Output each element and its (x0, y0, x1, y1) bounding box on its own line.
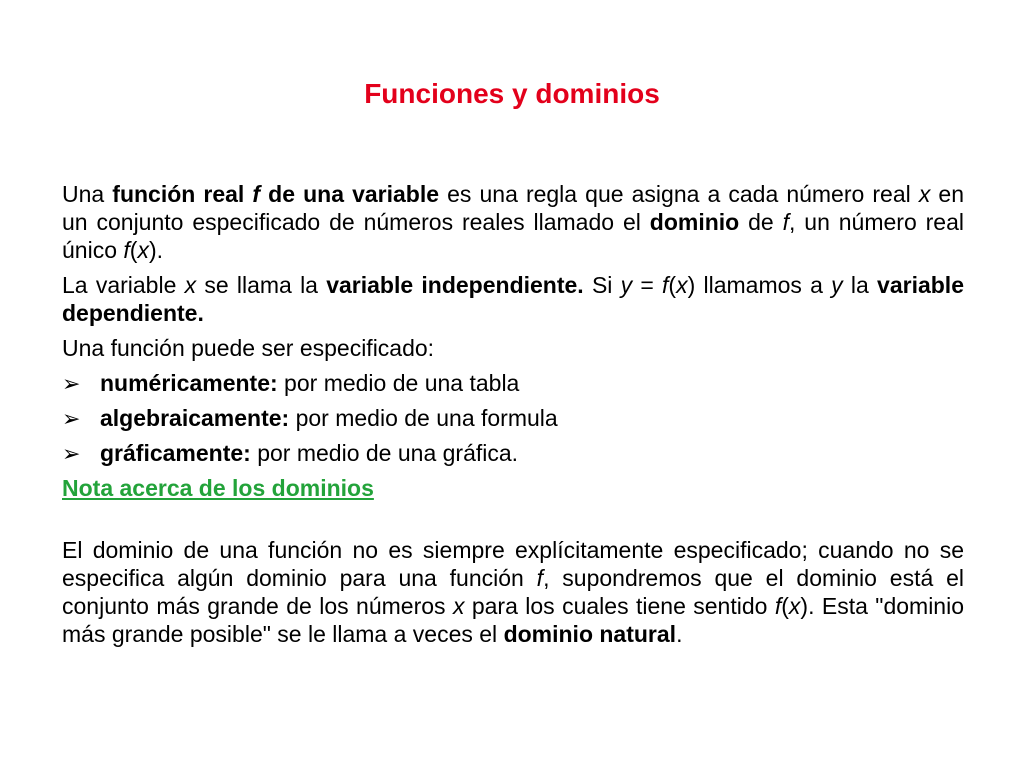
text: = (632, 272, 663, 298)
text: , supondremos que el dominio está el conjunto más grande de los números (62, 565, 964, 619)
text: El dominio de una función no es siempre explícitamente especificado; cuando no se especifica algún dominio para una función (62, 537, 964, 591)
arrow-bullet-icon: ➢ (62, 406, 81, 431)
text: La variable (62, 272, 185, 298)
term-dominio-natural: dominio natural (503, 621, 677, 647)
term-dominio: dominio (649, 209, 740, 235)
text: ) llamamos a (687, 272, 832, 298)
bullet-text: por medio de una gráfica. (250, 440, 519, 466)
text: ( (668, 272, 677, 298)
text: , un número real único (62, 209, 964, 263)
note-heading: Nota acerca de los dominios (62, 475, 374, 501)
var-y: y (831, 272, 843, 298)
slide-body (62, 180, 964, 655)
text: para los cuales tiene sentido (464, 593, 775, 619)
text: ). Esta "dominio más grande posible" se le llama a veces el (62, 593, 964, 647)
definition-paragraph (62, 180, 964, 264)
text: es una regla que asigna a cada número real (439, 181, 919, 207)
var-f: f (536, 565, 544, 591)
term-f: f (252, 181, 261, 207)
text: de (739, 209, 783, 235)
text: . (676, 621, 683, 647)
slide-title: Funciones y dominios (364, 78, 660, 109)
var-f: f (774, 593, 782, 619)
text: ( (781, 593, 789, 619)
term-variable-independiente: variable independiente. (326, 272, 584, 298)
variables-paragraph (62, 271, 964, 327)
bullet-term: gráficamente: (100, 440, 251, 466)
bullet-term: numéricamente: (100, 370, 278, 396)
term-variable-dependiente: variable dependiente. (62, 272, 964, 326)
arrow-bullet-icon: ➢ (62, 371, 81, 396)
var-x: x (184, 272, 197, 298)
text: ). (148, 237, 163, 263)
var-x: x (676, 272, 688, 298)
text: se llama la (196, 272, 327, 298)
specification-intro: Una función puede ser especificado: (62, 335, 435, 361)
term-one-variable: de una variable (260, 181, 440, 207)
var-x: x (452, 593, 465, 619)
text: Si (583, 272, 621, 298)
var-x: x (137, 237, 149, 263)
arrow-bullet-icon: ➢ (62, 441, 81, 466)
text: en un conjunto especificado de números reales llamado el (62, 181, 964, 235)
var-x: x (788, 593, 801, 619)
term-function-real: función real (112, 181, 253, 207)
bullet-term: algebraicamente: (100, 405, 290, 431)
bullet-text: por medio de una tabla (277, 370, 520, 396)
bullet-item (62, 369, 964, 398)
var-x: x (918, 181, 931, 207)
bullet-item (62, 439, 964, 468)
text: Una (62, 181, 113, 207)
var-f: f (782, 209, 789, 235)
text: la (842, 272, 878, 298)
text: ( (129, 237, 138, 263)
var-f: f (123, 237, 130, 263)
bullet-item (62, 404, 964, 433)
var-f: f (662, 272, 669, 298)
bullet-text: por medio de una formula (289, 405, 558, 431)
spacer (62, 508, 964, 536)
var-y: y (620, 272, 633, 298)
domain-paragraph (62, 536, 964, 648)
